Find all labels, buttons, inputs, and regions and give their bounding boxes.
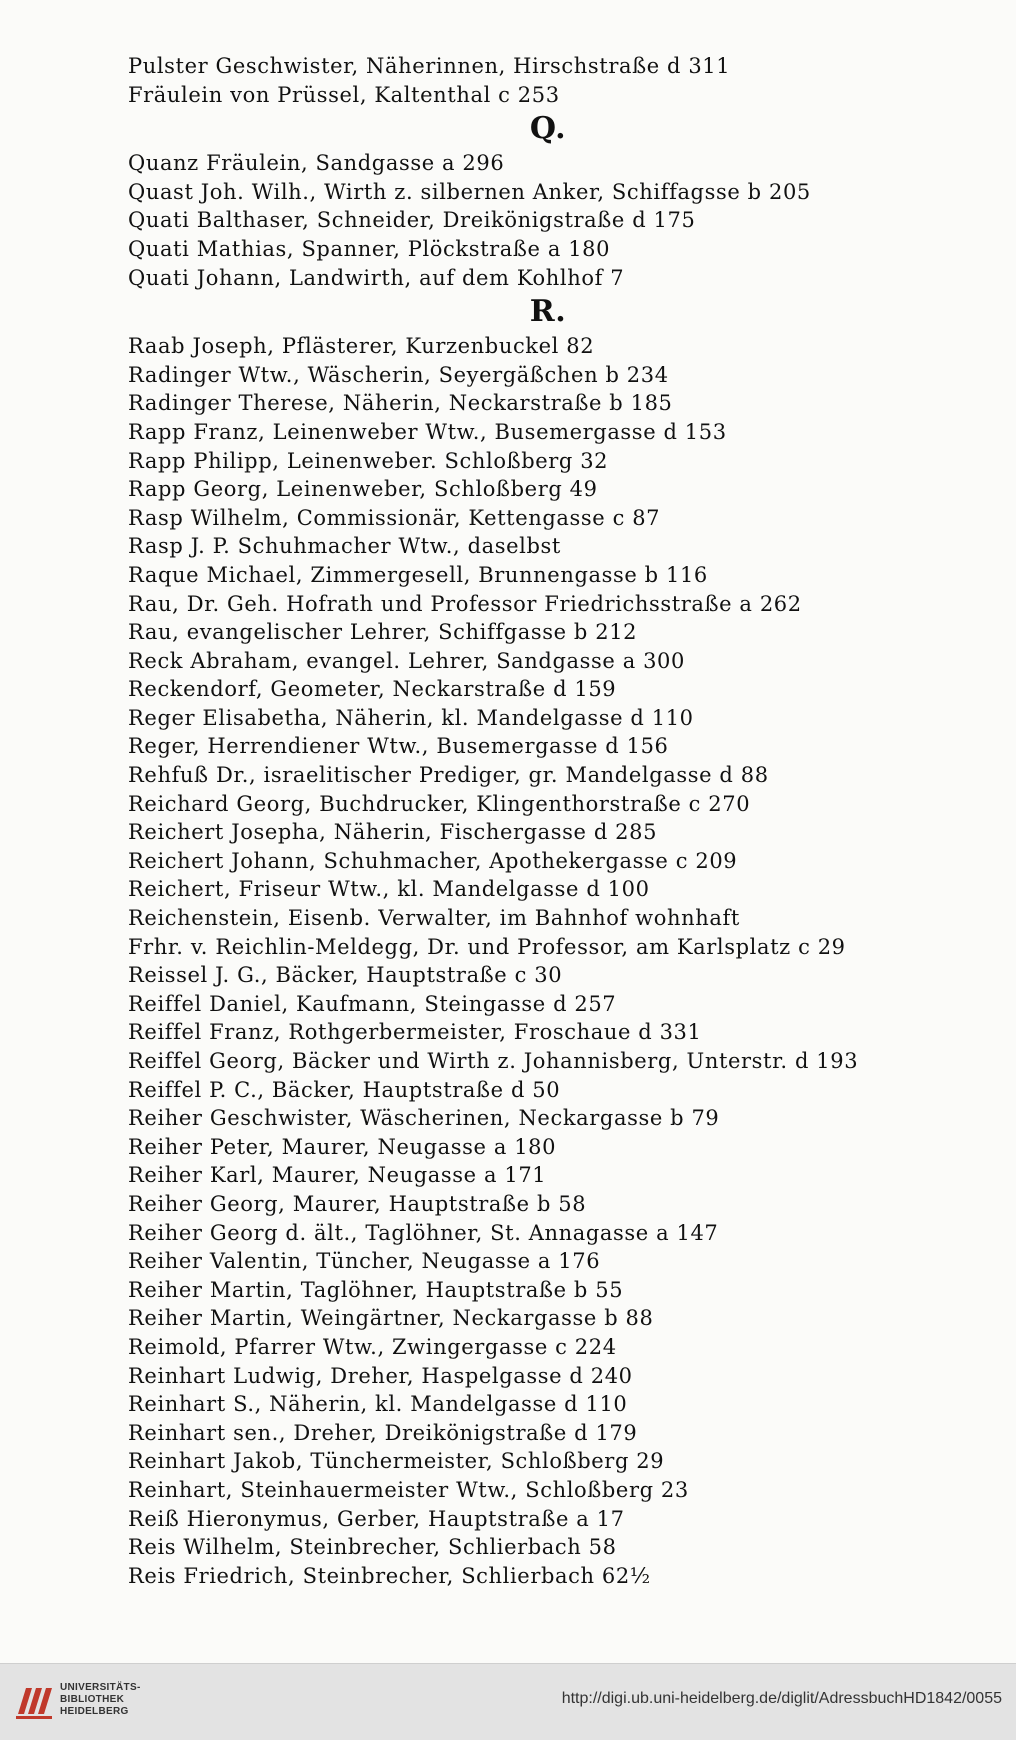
address-entry: Reiher Georg, Maurer, Hauptstraße b 58 — [128, 1191, 587, 1216]
address-entry: Fräulein von Prüssel, Kaltenthal c 253 — [128, 82, 560, 107]
address-entry: Reinhart Jakob, Tünchermeister, Schloßberg 29 — [128, 1449, 665, 1474]
library-name — [60, 1682, 141, 1718]
address-entry: Quati Balthaser, Schneider, Dreikönigstraße d 175 — [128, 208, 696, 233]
address-entries — [128, 52, 968, 1590]
section-heading: R. — [529, 294, 567, 330]
address-entry: Quast Joh. Wilh., Wirth z. silbernen Anker, Schiffagsse b 205 — [128, 179, 811, 204]
address-entry: Reis Friedrich, Steinbrecher, Schlierbach 62½ — [128, 1563, 651, 1588]
address-entry: Reiffel Franz, Rothgerbermeister, Froschaue d 331 — [128, 1020, 702, 1045]
address-entry: Frhr. v. Reichlin-Meldegg, Dr. und Professor, am Karlsplatz c 29 — [128, 934, 846, 959]
address-entry: Reckendorf, Geometer, Neckarstraße d 159 — [128, 677, 617, 702]
address-entry: Reiffel P. C., Bäcker, Hauptstraße d 50 — [128, 1077, 561, 1102]
address-entry: Reiher Martin, Weingärtner, Neckargasse b 88 — [128, 1306, 654, 1331]
address-entry: Reiher Valentin, Tüncher, Neugasse a 176 — [128, 1249, 601, 1274]
library-name-line3: HEIDELBERG — [60, 1706, 129, 1717]
address-entry: Reiffel Georg, Bäcker und Wirth z. Johannisberg, Unterstr. d 193 — [128, 1049, 859, 1073]
address-entry: Rapp Franz, Leinenweber Wtw., Busemergasse d 153 — [128, 419, 727, 444]
address-entry: Reck Abraham, evangel. Lehrer, Sandgasse a 300 — [128, 648, 685, 673]
address-entry: Rapp Georg, Leinenweber, Schloßberg 49 — [128, 477, 598, 502]
address-entry: Reiffel Daniel, Kaufmann, Steingasse d 257 — [128, 991, 617, 1016]
address-entry: Raab Joseph, Pflästerer, Kurzenbuckel 82 — [128, 334, 595, 359]
address-entry: Reichert Johann, Schuhmacher, Apothekergasse c 209 — [128, 848, 738, 873]
address-entry: Reger, Herrendiener Wtw., Busemergasse d 156 — [128, 734, 669, 759]
footer-bar — [0, 1663, 1016, 1740]
address-entry: Reinhart, Steinhauermeister Wtw., Schloßberg 23 — [128, 1477, 689, 1502]
address-entry: Radinger Therese, Näherin, Neckarstraße b 185 — [128, 391, 673, 416]
address-entry: Reichert Josepha, Näherin, Fischergasse d 285 — [128, 820, 658, 845]
address-entry: Reinhart sen., Dreher, Dreikönigstraße d 179 — [128, 1420, 638, 1445]
address-entry: Quati Mathias, Spanner, Plöckstraße a 180 — [128, 236, 611, 261]
address-entry: Reissel J. G., Bäcker, Hauptstraße c 30 — [128, 963, 563, 988]
address-entry: Reimold, Pfarrer Wtw., Zwingergasse c 224 — [128, 1334, 617, 1359]
address-entry: Reiher Karl, Maurer, Neugasse a 171 — [128, 1163, 547, 1188]
address-entry: Rau, Dr. Geh. Hofrath und Professor Friedrichsstraße a 262 — [128, 591, 802, 616]
address-entry: Pulster Geschwister, Näherinnen, Hirschstraße d 311 — [128, 54, 731, 78]
library-name-line2: BIBLIOTHEK — [60, 1694, 125, 1705]
address-entry: Reiher Georg d. ält., Taglöhner, St. Annagasse a 147 — [128, 1220, 719, 1245]
address-entry: Reinhart Ludwig, Dreher, Haspelgasse d 240 — [128, 1363, 633, 1388]
address-entry: Rehfuß Dr., israelitischer Prediger, gr. Mandelgasse d 88 — [128, 763, 769, 788]
address-entry: Raque Michael, Zimmergesell, Brunnengasse b 116 — [128, 562, 708, 587]
address-entry: Quati Johann, Landwirth, auf dem Kohlhof 7 — [128, 265, 625, 290]
address-entry: Rasp Wilhelm, Commissionär, Kettengasse c 87 — [128, 505, 661, 530]
address-entry: Rau, evangelischer Lehrer, Schiffgasse b 212 — [128, 620, 638, 645]
address-entry: Reis Wilhelm, Steinbrecher, Schlierbach 58 — [128, 1535, 617, 1560]
address-entry: Reiher Peter, Maurer, Neugasse a 180 — [128, 1134, 557, 1159]
address-entry: Reinhart S., Näherin, kl. Mandelgasse d 110 — [128, 1392, 628, 1417]
source-url[interactable]: http://digi.ub.uni-heidelberg.de/diglit/AdressbuchHD1842/0055 — [561, 1690, 1002, 1707]
address-entry: Rapp Philipp, Leinenweber. Schloßberg 32 — [128, 448, 609, 473]
address-entry: Reichard Georg, Buchdrucker, Klingenthorstraße c 270 — [128, 791, 751, 816]
address-entry: Quanz Fräulein, Sandgasse a 296 — [128, 151, 505, 176]
section-heading: Q. — [529, 111, 567, 147]
address-entry: Radinger Wtw., Wäscherin, Seyergäßchen b 234 — [128, 362, 669, 387]
university-library-logo-icon — [12, 1680, 56, 1724]
address-entry: Reiß Hieronymus, Gerber, Hauptstraße a 17 — [128, 1506, 625, 1531]
address-entry: Reger Elisabetha, Näherin, kl. Mandelgasse d 110 — [128, 705, 694, 730]
library-name-line1: UNIVERSITÄTS- — [60, 1682, 141, 1693]
address-entry: Reiher Geschwister, Wäscherinen, Neckargasse b 79 — [128, 1106, 720, 1131]
address-entry: Rasp J. P. Schuhmacher Wtw., daselbst — [128, 534, 561, 559]
address-entry: Reichert, Friseur Wtw., kl. Mandelgasse d 100 — [128, 877, 650, 902]
address-entry: Reichenstein, Eisenb. Verwalter, im Bahnhof wohnhaft — [128, 906, 740, 931]
address-entry: Reiher Martin, Taglöhner, Hauptstraße b 55 — [128, 1277, 624, 1302]
